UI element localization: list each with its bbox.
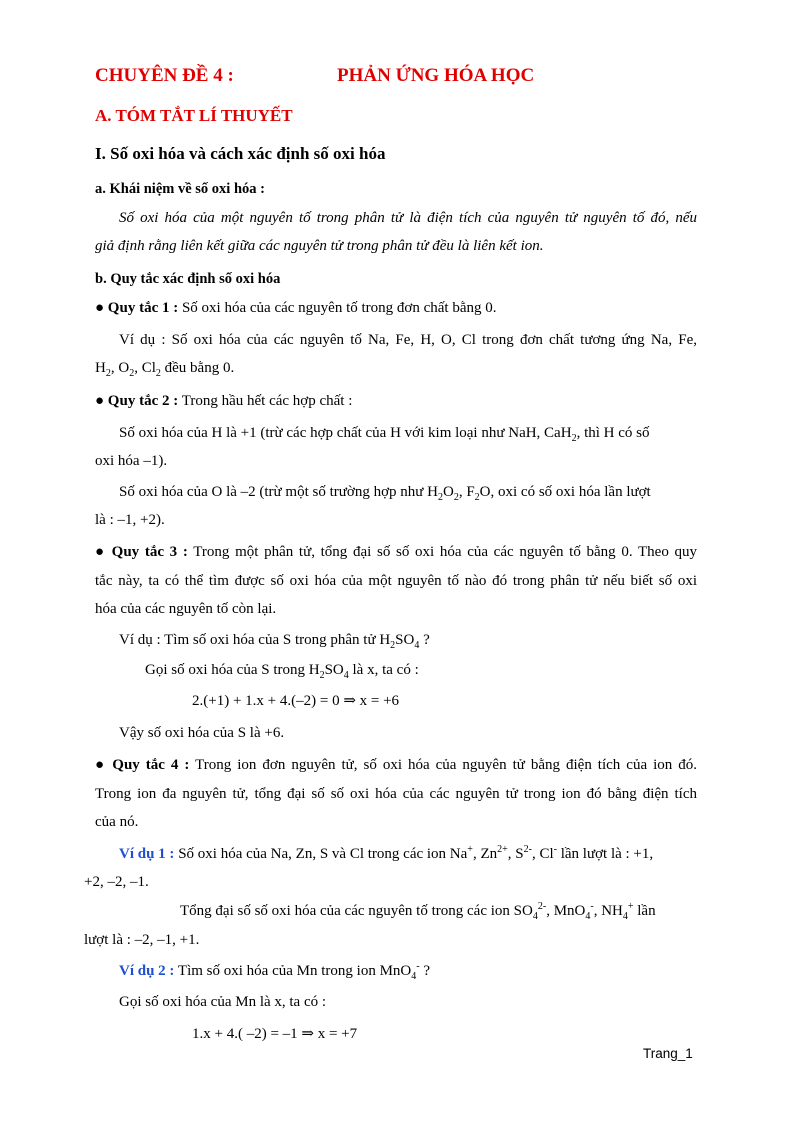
example-1-line-2: +2, –2, –1. [84, 874, 149, 890]
section-a-heading: A. TÓM TẮT LÍ THUYẾT [95, 106, 293, 125]
example-1-sum-line-2: lượt là : –2, –1, +1. [84, 932, 200, 948]
rule-2-text: Trong hầu hết các hợp chất : [181, 393, 353, 409]
rule-1 [95, 298, 497, 318]
rule-3-line-1: ● Quy tắc 3 : Trong một phân tử, tổng đại số số oxi hóa của các nguyên tố bằng 0. Theo quy [95, 544, 698, 560]
rule-3-equation: 2.(+1) + 1.x + 4.(–2) = 0 ⇒ x = +6 [192, 693, 400, 709]
rule-3-let: Gọi số oxi hóa của S trong $H_2SO_4$ là x, ta có : [145, 662, 419, 681]
rule-2 [95, 391, 352, 411]
part-a-heading: a. Khái niệm về số oxi hóa : [95, 181, 265, 197]
definition-line-1: Số oxi hóa của một nguyên tố trong phân tử là điện tích của nguyên tử nguyên tố đó, nếu [119, 210, 697, 226]
example-2-equation: 1.x + 4.( –2) = –1 ⇒ x = +7 [192, 1026, 358, 1042]
topic-label: CHUYÊN ĐỀ 4 : [95, 65, 234, 86]
page-number: Trang_1 [643, 1046, 693, 1061]
definition-line-2: giả định rằng liên kết giữa các nguyên tử trong phân tử đều là liên kết ion. [95, 238, 544, 254]
example-2-line-1: Ví dụ 2 : Tìm số oxi hóa của Mn trong ion MnO$_4$- ? [119, 961, 431, 982]
rule-2-oxygen-line-2: là : –1, +2). [95, 512, 165, 528]
rule-2-oxygen-line-1: Số oxi hóa của O là –2 (trừ một số trường hợp như $H_2O_2$, $F_2O$, oxi có số oxi hóa lần lượt [119, 484, 651, 503]
section-1-heading: I. Số oxi hóa và cách xác định số oxi hóa [95, 144, 386, 163]
rule-4-line-3: của nó. [95, 814, 139, 830]
rule-3-line-2: tắc này, ta có thể tìm được số oxi hóa của một nguyên tố nào đó trong phân tử nếu biết số oxi [95, 573, 697, 589]
example-2-label: Ví dụ 2 : [119, 963, 175, 979]
rule-1-label: ● Quy tắc 1 : [95, 300, 179, 316]
rule-2-hydrogen-line-1: Số oxi hóa của H là +1 (trừ các hợp chất của H với kim loại như NaH, CaH$_2$, thì H có số [119, 425, 650, 444]
rule-4-line-1: ● Quy tắc 4 : Trong ion đơn nguyên tử, số oxi hóa của nguyên tử bằng điện tích của ion đó. [95, 757, 697, 773]
rule-2-label: ● Quy tắc 2 : [95, 393, 179, 409]
example-1-label: Ví dụ 1 : [119, 846, 175, 862]
rule-3-conclusion: Vậy số oxi hóa của S là +6. [119, 725, 285, 741]
example-1-line-1: Ví dụ 1 : Số oxi hóa của Na, Zn, S và Cl trong các ion Na+, $Zn^{2+}$, $S^{2-}$, Cl- lần lượt là : +1, [119, 844, 654, 862]
rule-2-hydrogen-line-2: oxi hóa –1). [95, 453, 168, 469]
example-2-let: Gọi số oxi hóa của Mn là x, ta có : [119, 994, 327, 1010]
rule-4-line-2: Trong ion đa nguyên tử, tổng đại số số oxi hóa của các nguyên tử trong ion đó bằng điện tích [95, 786, 697, 802]
rule-1-example-line-1: Ví dụ : Số oxi hóa của các nguyên tố Na, Fe, H, O, Cl trong đơn chất tương ứng Na, Fe, [119, 332, 697, 348]
example-1-sum-line-1: Tổng đại số số oxi hóa của các nguyên tố trong các ion $SO_4^{2-}$, MnO$_4$-, $NH_4^+$ lần [180, 901, 656, 922]
rule-1-example-line-2: $H_2$, $O_2$, $Cl_2$ đều bằng 0. [95, 360, 235, 379]
rule-3-example: Ví dụ : Tìm số oxi hóa của S trong phân tử $H_2SO_4$ ? [119, 632, 430, 651]
page-title: PHẢN ỨNG HÓA HỌC [337, 65, 535, 86]
rule-1-text: Số oxi hóa của các nguyên tố trong đơn chất bằng 0. [181, 300, 497, 316]
part-b-heading: b. Quy tắc xác định số oxi hóa [95, 271, 281, 287]
rule-3-line-3: hóa của các nguyên tố còn lại. [95, 601, 277, 617]
